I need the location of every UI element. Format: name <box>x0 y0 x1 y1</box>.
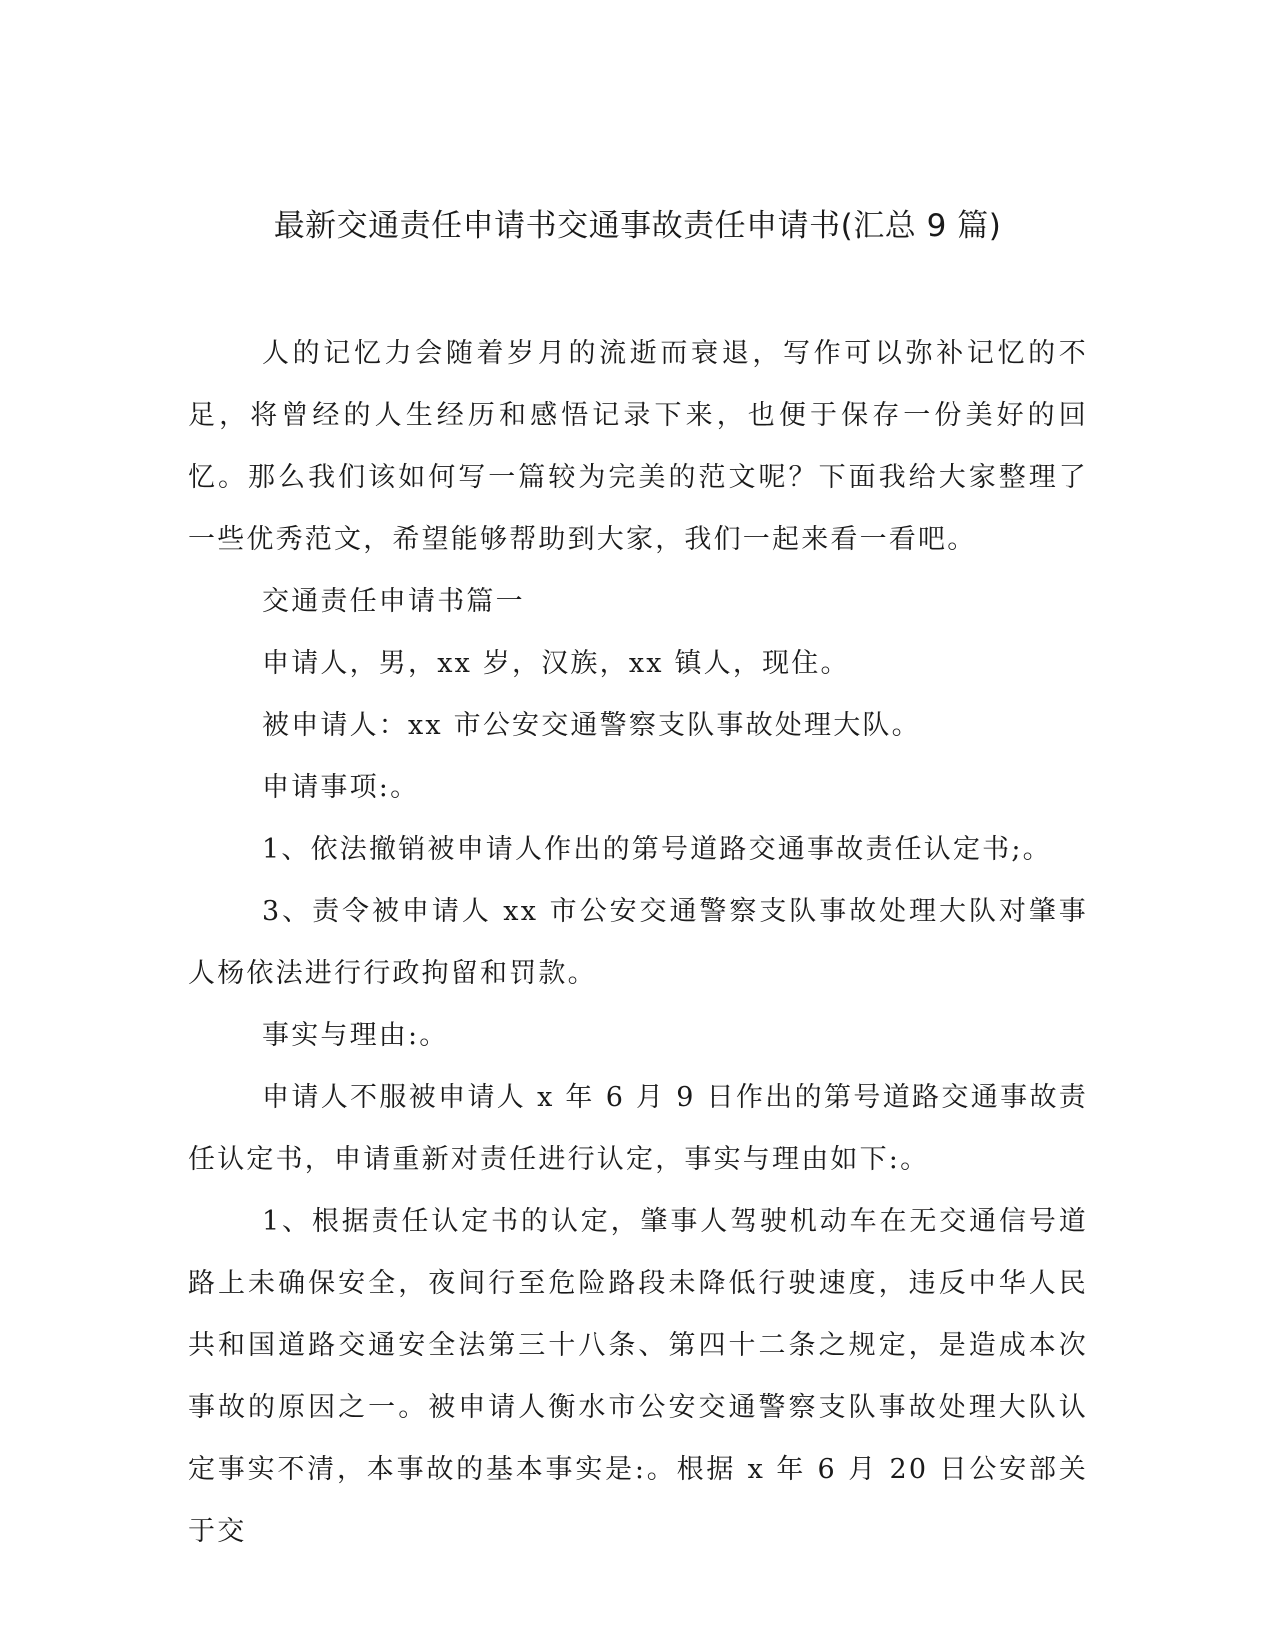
paragraph-section-heading: 交通责任申请书篇一 <box>262 586 525 617</box>
paragraph-request-item-1: 1、依法撤销被申请人作出的第号道路交通事故责任认定书;。 <box>262 834 1052 865</box>
document-body <box>188 323 1088 1563</box>
paragraph-request-heading: 申请事项:。 <box>262 772 420 803</box>
paragraph-facts-heading: 事实与理由:。 <box>262 1020 449 1051</box>
document-title: 最新交通责任申请书交通事故责任申请书(汇总 9 篇) <box>273 208 1002 244</box>
paragraph-intro: 人的记忆力会随着岁月的流逝而衰退，写作可以弥补记忆的不足，将曾经的人生经历和感悟记录下来，也便于保存一份美好的回忆。那么我们该如何写一篇较为完美的范文呢？下面我给大家整理了一些优秀范文，希望能够帮助到大家，我们一起来看一看吧。 <box>188 338 1088 555</box>
paragraph-request-item-3: 3、责令被申请人 xx 市公安交通警察支队事故处理大队对肇事人杨依法进行行政拘留和罚款。 <box>188 896 1088 989</box>
paragraph-applicant: 申请人，男，xx 岁，汉族，xx 镇人，现住。 <box>262 648 850 679</box>
paragraph-respondent: 被申请人：xx 市公安交通警察支队事故处理大队。 <box>262 710 921 741</box>
paragraph-facts-intro: 申请人不服被申请人 x 年 6 月 9 日作出的第号道路交通事故责任认定书，申请重新对责任进行认定，事实与理由如下:。 <box>188 1082 1088 1175</box>
paragraph-facts-item-1: 1、根据责任认定书的认定，肇事人驾驶机动车在无交通信号道路上未确保安全，夜间行至危险路段未降低行驶速度，违反中华人民共和国道路交通安全法第三十八条、第四十二条之规定，是造成本次事故的原因之一。被申请人衡水市公安交通警察支队事故处理大队认定事实不清，本事故的基本事实是:。根据 x 年 6 月 20 日公安部关于交 <box>188 1206 1088 1547</box>
